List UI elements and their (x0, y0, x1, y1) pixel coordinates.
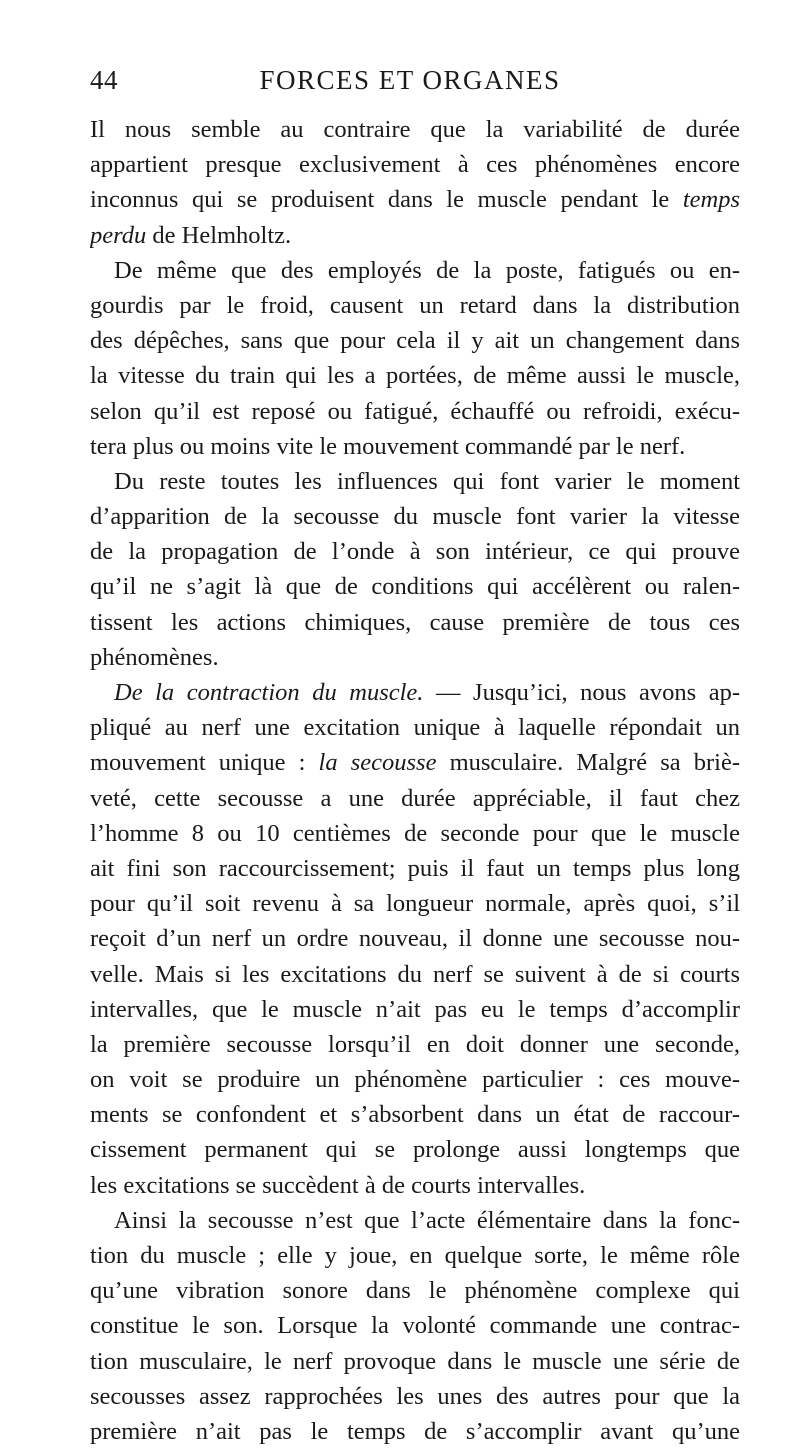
text-segment: ait fini son raccourcissement; puis il faut un temps plus long (90, 854, 740, 882)
running-head (90, 62, 730, 98)
body-text (90, 112, 740, 1449)
running-title: FORCES ET ORGANES (259, 65, 561, 95)
text-line (90, 992, 740, 1027)
text-line (90, 816, 740, 851)
text-line (90, 1203, 740, 1238)
text-line (90, 534, 740, 569)
text-line (90, 957, 740, 992)
text-line (90, 499, 740, 534)
text-segment: inconnus qui se produisent dans le muscle pendant le (90, 186, 683, 214)
text-line (90, 464, 740, 499)
text-segment: tion du muscle ; elle y joue, en quelque sorte, le même rôle (90, 1242, 740, 1269)
text-line (90, 1273, 740, 1308)
italic-text: perdu (90, 221, 147, 249)
text-line (90, 781, 740, 816)
page-number: 44 (90, 65, 118, 95)
text-segment: secousses assez rapprochées les unes des autres pour que la (90, 1382, 740, 1410)
text-line (90, 1308, 740, 1343)
text-segment: phénomènes. (90, 643, 219, 671)
text-segment: De même que des employés de la poste, fatigués ou en- (114, 256, 740, 284)
text-line (90, 851, 740, 886)
text-line (90, 921, 740, 956)
text-segment: la vitesse du train qui les a portées, de même aussi le muscle, (90, 362, 740, 390)
text-line (90, 710, 740, 745)
text-line (90, 147, 740, 182)
text-segment: — Jusqu’ici, nous avons ap- (423, 679, 740, 706)
text-segment: mouvement unique : (90, 749, 319, 777)
text-segment: ments se confondent et s’absorbent dans un état de raccour- (90, 1101, 740, 1129)
text-line (90, 112, 740, 147)
text-segment: l’homme 8 ou 10 centièmes de seconde pour que le muscle (90, 819, 740, 847)
text-segment: tion musculaire, le nerf provoque dans le muscle une série de (90, 1347, 740, 1375)
text-line (90, 1414, 740, 1449)
text-segment: velle. Mais si les excitations du nerf se suivent à de si courts (90, 960, 740, 988)
text-segment: les excitations se succèdent à de courts intervalles. (90, 1171, 586, 1199)
text-line (90, 288, 740, 323)
text-segment: pour qu’il soit revenu à sa longueur normale, après quoi, s’il (90, 890, 740, 918)
text-line (90, 218, 740, 253)
text-segment: intervalles, que le muscle n’ait pas eu le temps d’accomplir (90, 995, 740, 1023)
italic-text: la secousse (318, 749, 437, 777)
italic-text: De la contraction du muscle. (114, 679, 424, 706)
text-line (90, 394, 740, 429)
text-segment: reçoit d’un nerf un ordre nouveau, il donne une secousse nou- (90, 925, 740, 953)
text-segment: qu’une vibration sonore dans le phénomène complexe qui (90, 1277, 740, 1305)
text-segment: des dépêches, sans que pour cela il y ait un changement dans (90, 327, 740, 355)
text-line (90, 886, 740, 921)
text-segment: cissement permanent qui se prolonge aussi longtemps que (90, 1136, 740, 1164)
text-line (90, 323, 740, 358)
text-line (90, 1027, 740, 1062)
text-segment: appartient presque exclusivement à ces phénomènes encore (90, 151, 740, 179)
text-segment: Ainsi la secousse n’est que l’acte élémentaire dans la fonc- (114, 1206, 740, 1234)
text-segment: de Helmholtz. (146, 221, 292, 249)
text-line (90, 569, 740, 604)
text-segment: selon qu’il est reposé ou fatigué, échauffé ou refroidi, exécu- (90, 397, 740, 425)
text-line (90, 675, 740, 710)
text-line (90, 1344, 740, 1379)
text-line (90, 640, 740, 675)
text-line (90, 1168, 740, 1203)
text-segment: de la propagation de l’onde à son intérieur, ce qui prouve (90, 538, 740, 566)
text-line (90, 1238, 740, 1273)
text-segment: d’apparition de la secousse du muscle font varier la vitesse (90, 503, 740, 531)
text-line (90, 429, 740, 464)
text-segment: la première secousse lorsqu’il en doit donner une seconde, (90, 1030, 740, 1058)
text-line (90, 1379, 740, 1414)
text-segment: gourdis par le froid, causent un retard dans la distribution (90, 291, 740, 319)
text-segment: veté, cette secousse a une durée appréciable, il faut chez (90, 784, 740, 812)
text-segment: Du reste toutes les influences qui font varier le moment (114, 467, 740, 495)
text-segment: qu’il ne s’agit là que de conditions qui accélèrent ou ralen- (90, 573, 740, 601)
text-line (90, 182, 740, 217)
text-line (90, 1062, 740, 1097)
text-line (90, 253, 740, 288)
text-segment: Il nous semble au contraire que la variabilité de durée (90, 116, 740, 143)
text-line (90, 605, 740, 640)
text-segment: tera plus ou moins vite le mouvement commandé par le nerf. (90, 432, 686, 460)
text-segment: musculaire. Malgré sa briè- (436, 749, 740, 777)
text-line (90, 1097, 740, 1132)
text-segment: tissent les actions chimiques, cause première de tous ces (90, 608, 740, 636)
text-line (90, 358, 740, 393)
text-segment: constitue le son. Lorsque la volonté commande une contrac- (90, 1312, 740, 1340)
text-line (90, 745, 740, 780)
italic-text: temps (682, 186, 740, 214)
text-segment: on voit se produire un phénomène particulier : ces mouve- (90, 1066, 740, 1094)
text-line (90, 1132, 740, 1167)
text-segment: première n’ait pas le temps de s’accomplir avant qu’une (90, 1417, 740, 1445)
text-segment: pliqué au nerf une excitation unique à laquelle répondait un (90, 714, 740, 742)
